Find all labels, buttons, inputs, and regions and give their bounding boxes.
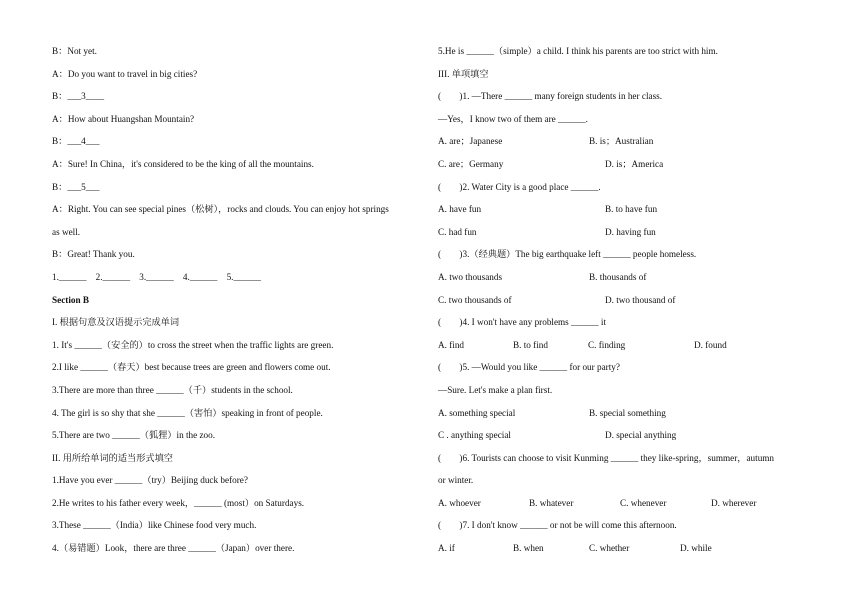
exercise-line: 3.There are more than three ______（千）students in the school. — [52, 384, 293, 395]
option-c: C. had fun — [438, 226, 477, 237]
option-a: A. have fun — [438, 204, 482, 215]
dialogue-line: B：___4___ — [52, 136, 100, 147]
exercise-line: 1.Have you ever ______（try）Beijing duck before? — [52, 475, 248, 486]
option-d: D. found — [694, 339, 727, 350]
option-b: B. special something — [589, 407, 666, 418]
option-b: B. to find — [513, 339, 548, 350]
exercise-line: 1. It's ______（安全的）to cross the street when the traffic lights are green. — [52, 339, 334, 350]
question-7-options — [438, 537, 820, 560]
option-a: A. two thousands — [438, 271, 503, 282]
option-c: C. are；Germany — [438, 158, 504, 169]
exercise-line: 3.These ______（India）like Chinese food very much. — [52, 520, 257, 531]
option-b: B. whatever — [529, 497, 574, 508]
option-c: C. whether — [589, 543, 630, 554]
question-5: ( )5. —Would you like ______ for our party? — [438, 362, 620, 373]
question-5-options — [438, 402, 820, 425]
question-6: ( )6. Tourists can choose to visit Kunming ______ they like-spring，summer，autumn — [438, 452, 775, 463]
question-2-options — [438, 198, 820, 221]
question-7: ( )7. I don't know ______ or not be will come this afternoon. — [438, 520, 677, 531]
part-i-heading: I. 根据句意及汉语提示完成单词 — [52, 317, 180, 328]
option-d: D. having fun — [605, 226, 656, 237]
option-c: C. two thousands of — [438, 294, 512, 305]
option-b: B. is；Australian — [589, 136, 654, 147]
dialogue-line: A：How about Huangshan Mountain? — [52, 113, 195, 124]
option-a: A. find — [438, 339, 465, 350]
question-6-line2: or winter. — [438, 475, 474, 486]
option-b: B. to have fun — [605, 204, 658, 215]
question-2-options — [438, 221, 820, 244]
option-d: D. two thousand of — [605, 294, 676, 305]
dialogue-line: B：___3____ — [52, 91, 105, 102]
dialogue-line: A：Do you want to travel in big cities? — [52, 68, 198, 79]
question-1-options — [438, 130, 820, 153]
question-3-options — [438, 266, 820, 289]
right-column — [438, 40, 820, 560]
left-column — [52, 40, 417, 560]
exercise-line: 2.He writes to his father every week，______ (most）on Saturdays. — [52, 497, 305, 508]
dialogue-line: as well. — [52, 226, 81, 237]
exercise-line: 4. The girl is so shy that she ______（害怕）speaking in front of people. — [52, 407, 323, 418]
dialogue-line: B：Not yet. — [52, 46, 97, 56]
exercise-line: 2.I like ______（春天）best because trees are green and flowers come out. — [52, 362, 331, 373]
exercise-line: 4.（易错题）Look，there are three ______（Japan）over there. — [52, 543, 295, 554]
dialogue-line: A：Sure! In China，it's considered to be the king of all the mountains. — [52, 158, 314, 169]
question-1-line2: —Yes，I know two of them are ______. — [438, 113, 588, 124]
option-c: C. finding — [588, 339, 626, 350]
option-a: A. whoever — [438, 497, 481, 508]
dialogue-line: B：___5___ — [52, 181, 100, 192]
question-4: ( )4. I won't have any problems ______ it — [438, 317, 607, 328]
part-iii-heading: III. 单项填空 — [438, 68, 489, 79]
question-6-options — [438, 492, 820, 515]
option-a: A. if — [438, 543, 455, 554]
question-4-options — [438, 334, 820, 357]
answer-blanks: 1.______ 2.______ 3.______ 4.______ 5.______ — [52, 271, 262, 282]
option-d: D. special anything — [605, 430, 677, 441]
option-d: D. while — [680, 543, 712, 554]
dialogue-line: A：Right. You can see special pines（松树），rocks and clouds. You can enjoy hot springs — [52, 204, 389, 215]
option-b: B. when — [513, 543, 544, 554]
option-b: B. thousands of — [589, 271, 647, 282]
question-3: ( )3.（经典题）The big earthquake left ______ people homeless. — [438, 249, 697, 260]
option-d: D. is；America — [605, 158, 664, 169]
exercise-line: 5.He is ______（simple）a child. I think his parents are too strict with him. — [438, 46, 718, 56]
question-5-line2: —Sure. Let's make a plan first. — [438, 384, 553, 395]
question-1-options — [438, 153, 820, 176]
question-3-options — [438, 289, 820, 312]
exercise-line: 5.There are two ______（狐狸）in the zoo. — [52, 430, 216, 441]
option-c: C . anything special — [438, 430, 511, 441]
option-a: A. are；Japanese — [438, 136, 503, 147]
option-c: C. whenever — [620, 497, 667, 508]
question-1: ( )1. —There ______ many foreign students in her class. — [438, 91, 663, 102]
option-d: D. wherever — [711, 497, 757, 508]
option-a: A. something special — [438, 407, 516, 418]
question-2: ( )2. Water City is a good place ______. — [438, 181, 601, 192]
section-b-heading: Section B — [52, 294, 90, 305]
part-ii-heading: II. 用所给单词的适当形式填空 — [52, 452, 173, 463]
question-5-options — [438, 424, 820, 447]
dialogue-line: B：Great! Thank you. — [52, 249, 135, 260]
